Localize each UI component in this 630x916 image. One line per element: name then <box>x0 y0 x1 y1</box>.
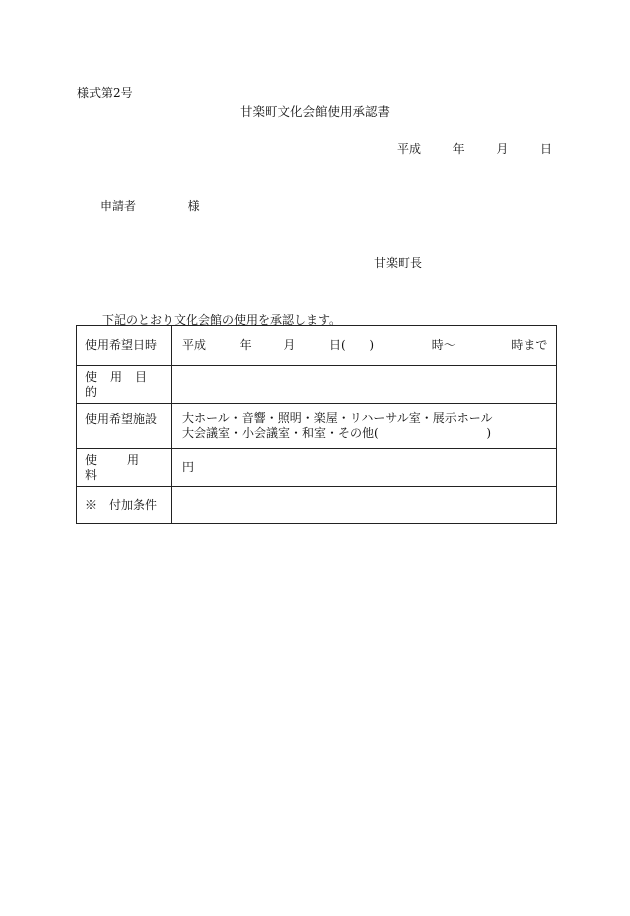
form-number: 様式第2号 <box>77 86 133 100</box>
table-row <box>77 487 557 524</box>
date-month: 月 <box>496 142 509 156</box>
usage-month: 月 <box>283 338 296 352</box>
usage-time-from: 時〜 <box>431 338 456 352</box>
facility-line-1: 大ホール・音響・照明・楽屋・リハーサル室・展示ホール <box>182 411 493 425</box>
label-text: 使用料 <box>85 452 170 482</box>
issuer: 甘楽町長 <box>374 256 423 270</box>
row-label-facility <box>77 404 172 449</box>
approval-table <box>76 325 557 524</box>
conditions-value <box>172 487 557 524</box>
date-line <box>397 142 552 156</box>
usage-year: 年 <box>239 338 252 352</box>
table-row <box>77 326 557 366</box>
document-title: 甘楽町文化会館使用承認書 <box>239 104 390 119</box>
applicant-line <box>100 199 200 213</box>
usage-datetime-value <box>172 326 557 366</box>
usage-weekday-close: ) <box>369 338 375 352</box>
date-era: 平成 <box>397 142 422 156</box>
table-row <box>77 404 557 449</box>
table-row <box>77 449 557 487</box>
row-label-purpose <box>77 366 172 404</box>
date-day: 日 <box>540 142 553 156</box>
usage-era: 平成 <box>182 338 207 352</box>
row-label-conditions <box>77 487 172 524</box>
label-text: 使用希望日時 <box>85 338 158 352</box>
label-text: ※ 付加条件 <box>85 497 158 512</box>
facility-line-2-close: ) <box>486 426 492 440</box>
table-row <box>77 366 557 404</box>
label-spaced <box>85 338 163 353</box>
approval-statement: 下記のとおり文化会館の使用を承認します。 <box>102 313 342 327</box>
row-label-usage-datetime <box>77 326 172 366</box>
applicant-honorific: 様 <box>187 199 200 213</box>
date-year: 年 <box>452 142 465 156</box>
usage-day: 日( <box>329 338 346 352</box>
facility-line-2 <box>182 426 556 441</box>
label-text: 使用希望施設 <box>85 412 158 426</box>
label-text: 使用目的 <box>85 369 161 399</box>
facility-value <box>172 404 557 449</box>
facility-line-2-text: 大会議室・小会議室・和室・その他( <box>182 426 379 440</box>
applicant-label: 申請者 <box>100 199 137 213</box>
usage-time-to: 時まで <box>511 338 548 352</box>
row-label-fee <box>77 449 172 487</box>
fee-value: 円 <box>172 449 557 487</box>
purpose-value <box>172 366 557 404</box>
